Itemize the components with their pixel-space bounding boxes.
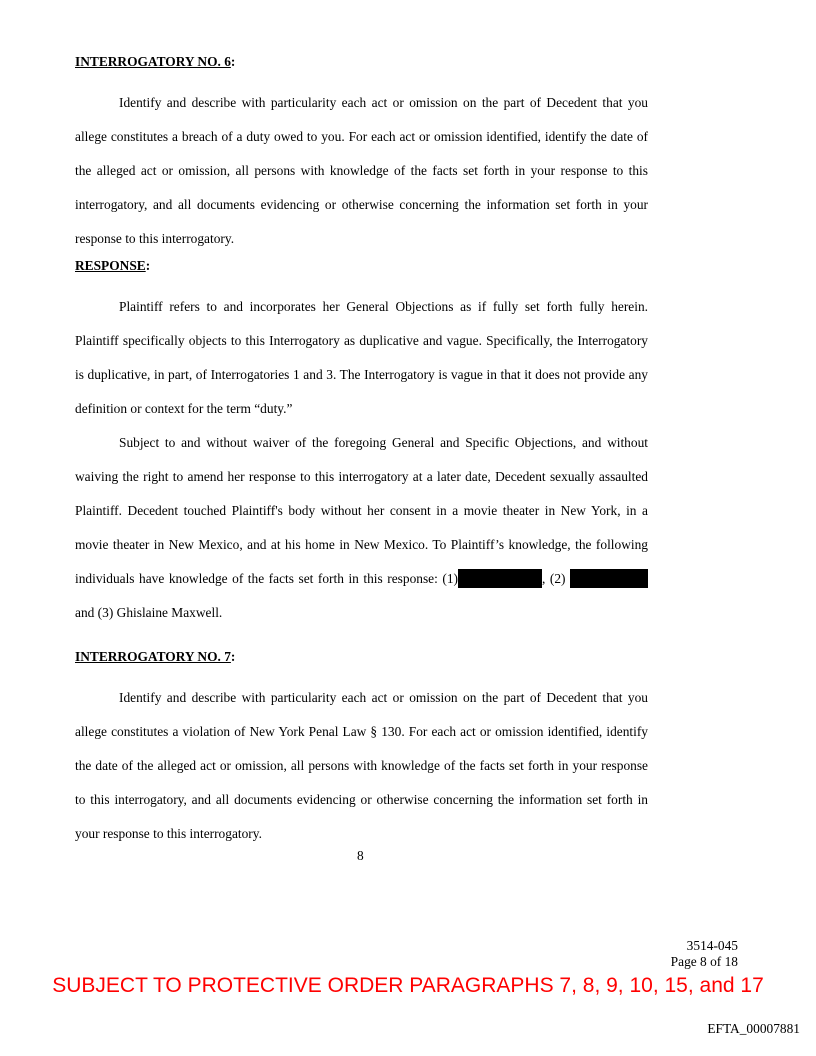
interrogatory-7-heading-colon: : (230, 649, 236, 664)
response-paragraph-2-main: Subject to and without waiver of the foregoing General and Specific Objections, and without waiving the right to amend her response to this interrogatory at a later date, Decedent sexually assaulted Plaintiff. Decedent touched Plaintiff's body without her consent in a movie theater in New York, in a movie theater in New Mexico, and at his home in New Mexico. To Plaintiff’s knowledge, the following individuals have knowledge of the facts set forth in this response: (1) (75, 435, 648, 586)
interrogatory-7-heading (75, 649, 235, 665)
interrogatory-6-heading-colon: : (230, 54, 236, 69)
interrogatory-6-heading (75, 54, 235, 70)
redaction-box (458, 569, 542, 588)
page-number: 8 (357, 848, 364, 863)
interrogatory-6-heading-label: INTERROGATORY NO. 6 (75, 54, 231, 69)
bates-number: EFTA_00007881 (707, 1021, 800, 1036)
response-heading-label: RESPONSE (75, 258, 146, 273)
doc-code: 3514-045 (686, 938, 738, 953)
response-paragraph-2-sep: , (2) (541, 571, 570, 586)
protective-order-banner: SUBJECT TO PROTECTIVE ORDER PARAGRAPHS 7, 8, 9, 10, 15, and 17 (52, 974, 764, 997)
interrogatory-7-heading-label: INTERROGATORY NO. 7 (75, 649, 231, 664)
response-paragraph-2 (75, 426, 648, 630)
response-heading (75, 258, 150, 274)
redaction-box (570, 569, 648, 588)
interrogatory-7-text: Identify and describe with particularity each act or omission on the part of Decedent that you allege constitutes a violation of New York Penal Law § 130. For each act or omission identified, identify the date of the alleged act or omission, all persons with knowledge of the facts set forth in your response to this interrogatory, and all documents evidencing or otherwise concerning the information set forth in your response to this interrogatory. (75, 690, 648, 841)
response-paragraph-1: Plaintiff refers to and incorporates her General Objections as if fully set forth fully herein. Plaintiff specifically objects to this Interrogatory as duplicative and vague. Specifically, the Interrogatory is duplicative, in part, of Interrogatories 1 and 3. The Interrogatory is vague in that it does not provide any definition or context for the term “duty.” (75, 299, 648, 416)
response-heading-colon: : (145, 258, 151, 273)
response-paragraph-2-end: and (3) Ghislaine Maxwell. (75, 605, 223, 620)
interrogatory-6-text: Identify and describe with particularity each act or omission on the part of Decedent that you allege constitutes a breach of a duty owed to you. For each act or omission identified, identify the date of the alleged act or omission, all persons with knowledge of the facts set forth in your response to this interrogatory, and all documents evidencing or otherwise concerning the information set forth in your response to this interrogatory. (75, 95, 648, 246)
page-of-label: Page 8 of 18 (670, 954, 738, 969)
